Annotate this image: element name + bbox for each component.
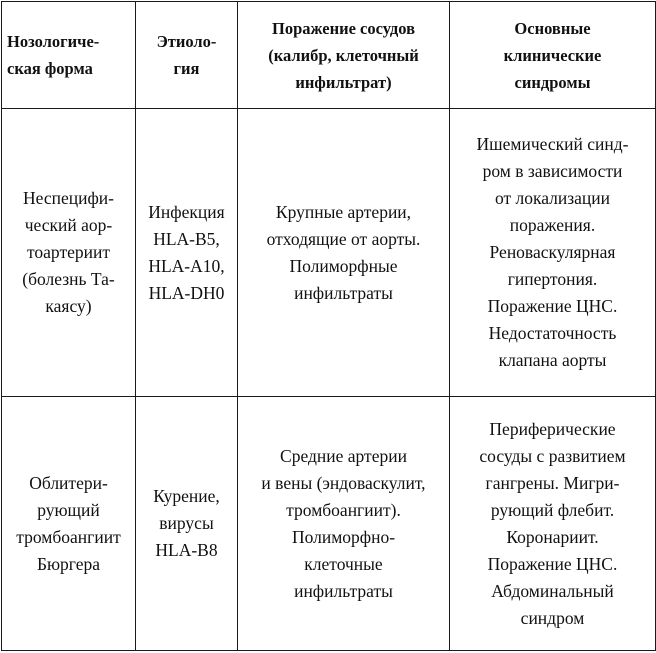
cell-line: ческий аор- (24, 215, 113, 235)
header-line: Основные (514, 18, 591, 38)
cell-line: Поражение ЦНС. (487, 296, 618, 316)
cell-line: HLA-A10, (148, 255, 225, 276)
cell-line: поражения. (509, 215, 596, 235)
cell-etiology (136, 397, 238, 651)
cell-nosological-form (2, 109, 136, 397)
header-vessel-lesion (238, 2, 450, 109)
cell-vessel-lesion (238, 397, 450, 651)
cell-nosological-form (2, 397, 136, 651)
cell-line: (болезнь Та- (22, 269, 115, 289)
cell-line: Полиморфные (289, 255, 398, 276)
cell-line: Полиморфно- (291, 526, 396, 547)
cell-line: тромбоангиит (16, 526, 121, 547)
cell-line: Коронариит. (506, 526, 599, 547)
cell-vessel-lesion (238, 109, 450, 397)
cell-clinical-syndromes (450, 397, 656, 651)
cell-line: Периферические (489, 418, 616, 439)
cell-line: ром в зависимости (482, 161, 623, 181)
cell-line: и вены (эндоваскулит, (261, 472, 426, 493)
cell-line: Неспецифи- (22, 188, 114, 208)
cell-line: отходящие от аорты. (266, 228, 421, 249)
cell-line: Недостаточность (488, 323, 617, 343)
header-line: гия (173, 59, 200, 78)
header-nosological-form (2, 2, 136, 109)
cell-line: Бюргера (36, 553, 101, 574)
table-row (2, 397, 656, 651)
header-line: Нозологиче- (7, 32, 100, 51)
header-line: (калибр, клеточный (268, 45, 419, 65)
header-line: ская форма (7, 59, 93, 78)
cell-line: Крупные артерии, (275, 201, 412, 222)
table-row (2, 109, 656, 397)
header-line: Поражение сосудов (271, 18, 416, 38)
cell-line: Облитери- (29, 472, 108, 493)
cell-line: тромбоангиит). (286, 499, 401, 520)
cell-clinical-syndromes (450, 109, 656, 397)
header-line: инфильтрат) (295, 72, 392, 92)
cell-line: HLA-DH0 (148, 282, 225, 303)
cell-line: каясу) (45, 296, 92, 316)
cell-line: гипертония. (507, 269, 598, 289)
cell-line: Средние артерии (280, 445, 407, 466)
cell-line: тоартериит (27, 242, 110, 262)
cell-line: HLA-B8 (155, 540, 218, 560)
cell-line: инфильтраты (294, 580, 393, 601)
header-line: Этиоло- (156, 32, 217, 51)
cell-line: рующий флебит. (490, 499, 615, 520)
cell-line: Инфекция (148, 201, 225, 222)
vascular-disease-table (1, 1, 656, 651)
table-header-row (2, 2, 656, 109)
cell-line: рующий (37, 499, 100, 520)
cell-line: Ишемический синд- (476, 134, 629, 154)
cell-line: Абдоминальный (491, 580, 614, 601)
header-line: клинические (503, 45, 602, 65)
header-line: синдромы (514, 72, 591, 92)
cell-etiology (136, 109, 238, 397)
cell-line: инфильтраты (294, 282, 393, 303)
cell-line: от локализации (494, 188, 611, 208)
header-etiology (136, 2, 238, 109)
cell-line: Курение, (153, 486, 220, 506)
cell-line: HLA-B5, (153, 228, 220, 249)
header-clinical-syndromes (450, 2, 656, 109)
cell-line: Поражение ЦНС. (487, 553, 618, 574)
cell-line: гангрены. Мигри- (485, 472, 620, 493)
cell-line: сосуды с развитием (479, 445, 626, 466)
cell-line: клеточные (304, 553, 383, 574)
cell-line: Реноваскулярная (489, 242, 616, 262)
cell-line: клапана аорты (498, 350, 607, 370)
cell-line: синдром (520, 607, 585, 628)
cell-line: вирусы (159, 513, 214, 533)
